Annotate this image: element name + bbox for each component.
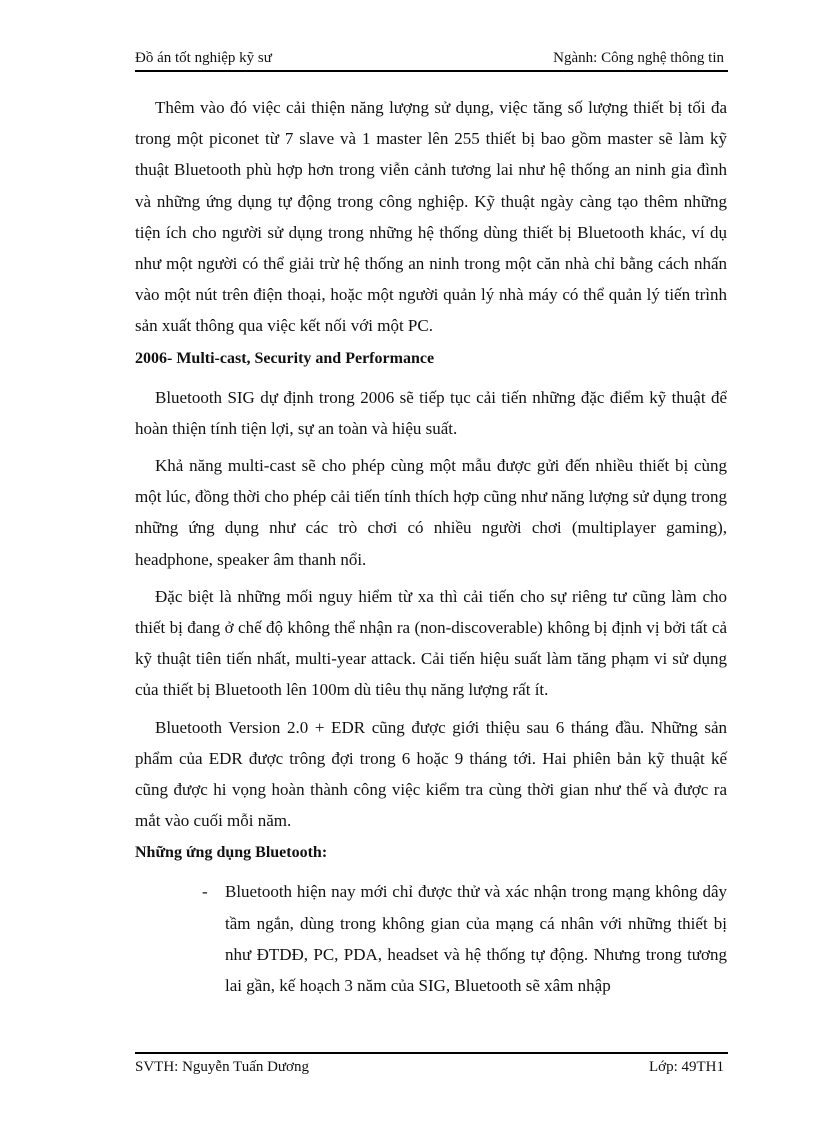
- paragraph-multicast: Khả năng multi-cast sẽ cho phép cùng một mẫu được gửi đến nhiều thiết bị cùng một lúc, đồng thời cho phép cải tiến tính thích hợp cũng như năng lượng sử dụng trong những ứng dụng như các trò chơi có nhiều người chơi (multiplayer gaming), headphone, speaker âm thanh nổi.: [135, 456, 727, 569]
- page-footer: [135, 1052, 728, 1076]
- header-thesis-title: Đồ án tốt nghiệp kỹ sư: [135, 50, 272, 66]
- section-heading-applications: Những ứng dụng Bluetooth:: [135, 844, 328, 862]
- paragraph-version-2: Bluetooth Version 2.0 + EDR cũng được giới thiệu sau 6 tháng đầu. Những sản phẩm của EDR được trông đợi trong 6 hoặc 9 tháng tới. Hai phiên bản kỹ thuật kế cũng được hi vọng hoàn thành công việc kiểm tra cùng thời gian như thế và được ra mắt vào cuối mỗi năm.: [135, 717, 727, 831]
- paragraph-power-improvement: Thêm vào đó việc cải thiện năng lượng sử dụng, việc tăng số lượng thiết bị tối đa trong một piconet từ 7 slave và 1 master lên 255 thiết bị bao gồm master sẽ làm kỹ thuật Bluetooth phù hợp hơn trong viễn cảnh tương lai như hệ thống an ninh gia đình và những ứng dụng tự động trong công nghiệp. Kỹ thuật ngày càng tạo thêm những tiện ích cho người sử dụng trong những hệ thống dùng thiết bị Bluetooth khác, ví dụ như một người có thể giải trừ hệ thống an ninh trong một căn nhà chỉ bằng cách nhấn vào một nút trên điện thoại, hoặc một người quản lý nhà máy có thể quản lý tiến trình sản xuất thông qua việc kết nối với một PC.: [135, 98, 727, 336]
- document-body: [135, 92, 727, 1001]
- paragraph-security: Đặc biệt là những mối nguy hiểm từ xa thì cải tiến cho sự riêng tư cũng làm cho thiết bị đang ở chế độ không thể nhận ra (non-discoverable) không bị định vị bởi tất cả kỹ thuật tiên tiến nhất, multi-year attack. Cải tiến hiệu suất làm tăng phạm vi sử dụng của thiết bị Bluetooth lên 100m dù tiêu thụ năng lượng rất ít.: [135, 586, 727, 700]
- section-heading-2006: 2006- Multi-cast, Security and Performance: [135, 349, 435, 367]
- applications-list: [135, 876, 727, 1001]
- footer-class: Lớp: 49TH1: [648, 1059, 724, 1075]
- list-item-text: Bluetooth hiện nay mới chỉ được thử và xác nhận trong mạng không dây tầm ngắn, dùng trong không gian của mạng cá nhân với những thiết bị như ĐTDĐ, PC, PDA, headset và hệ thống tự động. Nhưng trong tương lai gần, kế hoạch 3 năm của SIG, Bluetooth sẽ xâm nhập: [225, 882, 727, 996]
- page-header: [135, 48, 728, 72]
- bullet-dash: -: [202, 882, 208, 902]
- footer-student: SVTH: Nguyễn Tuấn Dương: [135, 1059, 309, 1075]
- header-major: Ngành: Công nghệ thông tin: [553, 50, 724, 66]
- list-item: [135, 876, 727, 1001]
- paragraph-sig-plan: Bluetooth SIG dự định trong 2006 sẽ tiếp tục cải tiến những đặc điểm kỹ thuật để hoàn thiện tính tiện lợi, sự an toàn và hiệu suất.: [135, 387, 727, 438]
